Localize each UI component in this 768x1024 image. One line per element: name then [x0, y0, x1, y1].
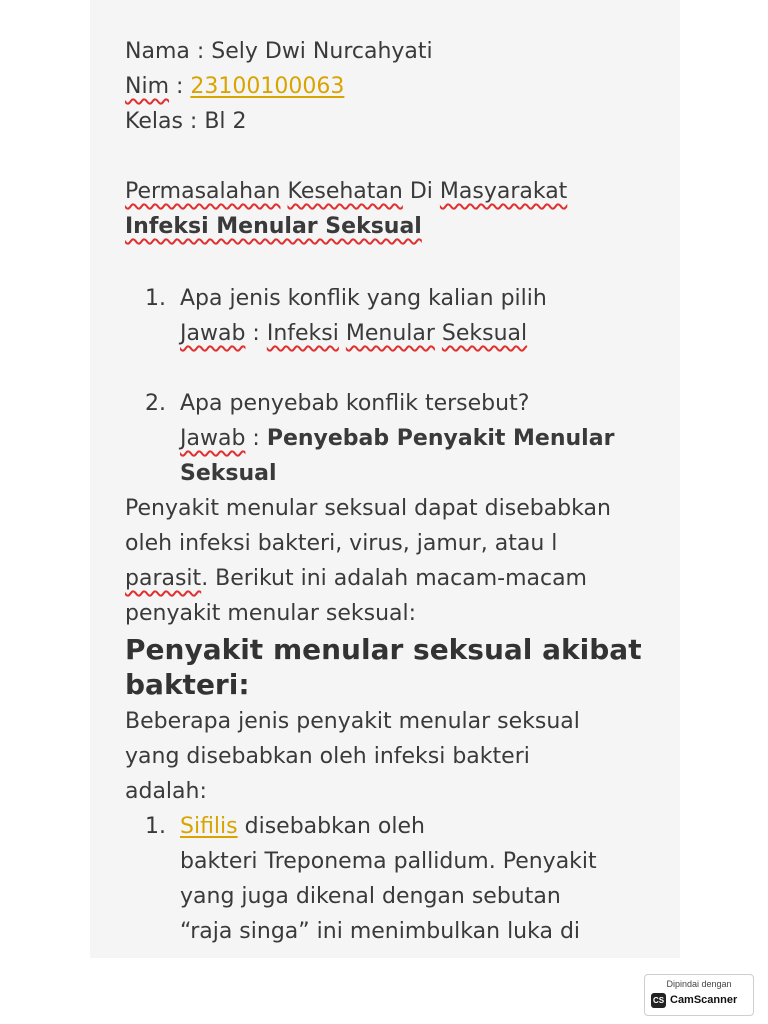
topic-subtitle: Infeksi Menular Seksual — [125, 214, 422, 239]
answer-label: Jawab — [180, 321, 246, 346]
answer-text: Penyebab Penyakit Menular — [266, 426, 615, 451]
answer-word: Seksual — [441, 321, 528, 346]
section-heading — [125, 632, 665, 702]
paragraph-line: penyakit menular seksual: — [125, 601, 417, 626]
topic-title — [125, 174, 665, 209]
question-2 — [125, 386, 665, 491]
nim-line — [125, 69, 665, 104]
answer-line — [180, 316, 665, 351]
title-word: Di — [402, 179, 440, 204]
nim-label: Nim — [125, 74, 169, 99]
list-line: “raja singa” ini menimbulkan luka di — [180, 919, 581, 944]
class-line: Kelas : Bl 2 — [125, 109, 247, 134]
list-line — [180, 809, 665, 844]
answer-text-continued: Seksual — [180, 461, 277, 486]
name-line: Nama : Sely Dwi Nurcahyati — [125, 39, 433, 64]
title-word: Permasalahan — [125, 179, 281, 204]
misspelled-word: parasit — [125, 566, 202, 591]
list-line: yang juga dikenal dengan sebutan — [180, 884, 561, 909]
question-number: 2. — [145, 391, 166, 416]
answer-separator: : — [245, 321, 267, 346]
bacteria-paragraph — [125, 704, 665, 809]
title-word: Masyarakat — [439, 179, 568, 204]
paragraph-line: adalah: — [125, 779, 207, 804]
heading-line: Penyakit menular seksual akibat — [125, 633, 642, 666]
answer-line — [180, 421, 665, 456]
list-item — [125, 809, 665, 949]
camscanner-watermark — [644, 974, 754, 1016]
paragraph-text: . Berikut ini adalah macam-macam — [201, 566, 587, 591]
paragraph-line: oleh infeksi bakteri, virus, jamur, atau l — [125, 531, 558, 556]
watermark-brand: CamScanner — [670, 994, 738, 1006]
question-text: Apa penyebab konflik tersebut? — [180, 391, 530, 416]
list-number: 1. — [145, 814, 166, 839]
nim-separator: : — [169, 74, 191, 99]
title-word: Kesehatan — [287, 179, 403, 204]
answer-label: Jawab — [180, 426, 246, 451]
nim-link[interactable]: 23100100063 — [190, 74, 345, 99]
question-1 — [125, 281, 665, 351]
intro-paragraph — [125, 491, 665, 631]
paragraph-line: Penyakit menular seksual dapat disebabkan — [125, 496, 611, 521]
question-text: Apa jenis konflik yang kalian pilih — [180, 286, 547, 311]
paragraph-line: Beberapa jenis penyakit menular seksual — [125, 709, 580, 734]
watermark-caption: Dipindai dengan — [666, 979, 732, 989]
paragraph-line — [125, 561, 665, 596]
paragraph-line: yang disebabkan oleh infeksi bakteri — [125, 744, 530, 769]
answer-separator: : — [245, 426, 267, 451]
answer-word: Infeksi — [266, 321, 339, 346]
heading-line: bakteri: — [125, 668, 250, 701]
answer-word: Menular — [345, 321, 435, 346]
list-line: bakteri Treponema pallidum. Penyakit — [180, 849, 597, 874]
list-text: disebabkan oleh — [237, 814, 425, 839]
document-content — [125, 34, 665, 949]
question-number: 1. — [145, 286, 166, 311]
sifilis-link[interactable]: Sifilis — [180, 814, 238, 839]
camscanner-logo-icon: CS — [651, 993, 666, 1008]
